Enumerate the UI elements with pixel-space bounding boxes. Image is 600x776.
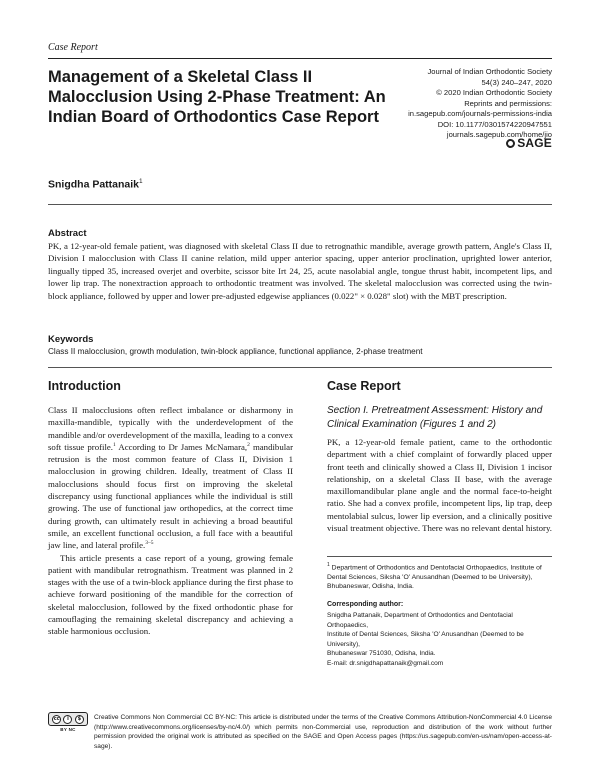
abstract-text: PK, a 12-year-old female patient, was diagnosed with skeletal Class II due to retrognathic mandible, average growth pattern, Angle's Class II, Division I malocclusion with Class II canine relation, mild upper anterior spacing, upper anterior proclination, uprighted lower anterior, lingually tipped 35, increased overjet and overbite, scissor bite Irt 24, 25, acute nasolabial angle, tongue thrust habit, incompetent lips, and lower lip trap. The nonextraction approach to orthodontic treatment was involved. The skeletal malocclusion was corrected using the twin-block appliance, followed by upper and lower pre-adjusted edgewise appliances (0.022" × 0.028" slot) with the MBT prescription. <box>48 241 552 301</box>
corresponding-author-heading: Corresponding author: <box>327 601 404 608</box>
intro-text: According to Dr James McNamara, <box>115 441 248 452</box>
citation-ref[interactable]: 3–5 <box>145 540 154 547</box>
keywords-heading: Keywords <box>48 334 94 345</box>
license-text: Creative Commons Non Commercial CC BY-NC: This article is distributed under the terms of the Creative Commons Attribution-NonCommercial 4.0 License (http://www.creativecommons.org/licenses/by-nc/4.0/) which permits non-Commercial use, reproduction and distribution of the work without further permission provided the original work is attributed as specified on the SAGE and Open Access pages (https://us.sagepub.com/en-us/nam/open-access-at-sage). <box>94 714 552 750</box>
affiliation-text: Department of Orthodontics and Dentofacial Orthopaedics, Institute of Dental Sciences, Siksha 'O' Anusandhan (Deemed to be University), Bhubaneswar, Odisha, India. <box>327 564 542 591</box>
corr-line: Snigdha Pattanaik, Department of Orthodontics and Dentofacial Orthopaedics, <box>327 612 513 629</box>
case-paragraph: PK, a 12-year-old female patient, came to the orthodontic department with a chief complaint of forwardly placed upper front teeth and clinically showed a Class II, Division 1 incisor relationship, on a skeletal Class II base, with the average maxillomandibular plane angle and the normal face-to-height ratio. She had a convex profile, incompetent lips, lip trap, deep mentolabial sulcus, lower lip eversion, and a clinically positive visual treatment objective. There was no relevant dental history. <box>327 437 552 534</box>
sage-ring-icon <box>506 139 515 148</box>
author-name: Snigdha Pattanaik <box>48 178 140 191</box>
abstract-heading: Abstract <box>48 228 87 239</box>
journal-info <box>382 67 552 141</box>
cc-icon: cc <box>53 716 60 722</box>
footnote-divider <box>327 556 552 557</box>
introduction-body <box>48 404 293 638</box>
journal-home-link[interactable]: journals.sagepub.com/home/jio <box>446 130 552 139</box>
keywords-text: Class II malocclusion, growth modulation, twin-block appliance, functional appliance, 2-phase treatment <box>48 347 423 356</box>
intro-paragraph <box>48 404 293 552</box>
corr-line: Institute of Dental Sciences, Siksha 'O' Anusandhan (Deemed to be University), <box>327 631 524 648</box>
corr-line: Bhubaneswar 751030, Odisha, India. <box>327 650 436 658</box>
keywords-divider <box>48 367 552 368</box>
author-line <box>48 178 143 191</box>
top-rule <box>48 58 552 59</box>
article-title: Management of a Skeletal Class II Malocclusion Using 2-Phase Treatment: An Indian Board of Orthodontics Case Report <box>48 68 386 126</box>
citation-ref[interactable]: 1 <box>113 441 116 448</box>
publisher-name: SAGE <box>517 136 552 150</box>
intro-text: mandibular retrusion is the most common feature of Class II, Division 1 malocclusion in growing children. Ideally, treatment of Class II malocclusions should focus first on improving the skeletal discrepancy using functional appliances while the individual is still growing. The use of functional jaw orthopedics, at the correct time during growth, can ultimately result in achieving a broad beautiful smile, an excellent functional occlusion, a full face with a beautiful jaw line, and lateral profile. <box>48 441 294 551</box>
cc-license-badge <box>48 712 88 726</box>
journal-volume: 54(3) 240–247, 2020 <box>481 77 552 87</box>
sage-logo <box>506 136 552 150</box>
intro-paragraph: This article presents a case report of a young, growing female patient with mandibular retrognathism. Treatment was planned in 2 stages with the use of a twin-block appliance during the first phase to achieve forward positioning of the mandible for the correction of skeletal malocclusion, followed by the fixed orthodontic phase for camouflaging the remaining skeletal discrepancy and achieving a stable harmonious occlusion. <box>48 552 293 637</box>
corresponding-author-details <box>327 611 552 669</box>
citation-ref[interactable]: 2 <box>247 441 250 448</box>
case-report-heading: Case Report <box>327 379 401 393</box>
author-affil-mark: 1 <box>139 178 143 185</box>
doi-link[interactable]: DOI: 10.1177/0301574220947551 <box>437 119 552 129</box>
journal-name: Journal of Indian Orthodontic Society <box>427 67 552 76</box>
nc-dollar-icon: $ <box>75 715 84 724</box>
affiliation-footnote <box>327 561 552 592</box>
affil-mark: 1 <box>327 562 330 568</box>
case-report-body <box>327 436 552 534</box>
reprints-label: Reprints and permissions: <box>464 98 552 108</box>
copyright-line: © 2020 Indian Orthodontic Society <box>436 88 552 97</box>
cc-badge-label: BY NC <box>60 727 76 732</box>
by-person-icon: i <box>63 715 72 724</box>
introduction-heading: Introduction <box>48 379 121 393</box>
permissions-link[interactable]: in.sagepub.com/journals-permissions-india <box>408 109 552 118</box>
section-label: Case Report <box>48 42 98 53</box>
header-divider <box>48 204 552 205</box>
case-subheading: Section I. Pretreatment Assessment: History and Clinical Examination (Figures 1 and 2) <box>327 405 543 430</box>
email-link[interactable]: E-mail: dr.snigdhapattanaik@gmail.com <box>327 659 444 667</box>
intro-text: Class II malocclusions often reflect imbalance or disharmony in maxilla-mandible, typically with the underdevelopment of the mandible and/or overdevelopment of the maxilla, leading to a convex soft tissue profile. <box>48 405 293 452</box>
